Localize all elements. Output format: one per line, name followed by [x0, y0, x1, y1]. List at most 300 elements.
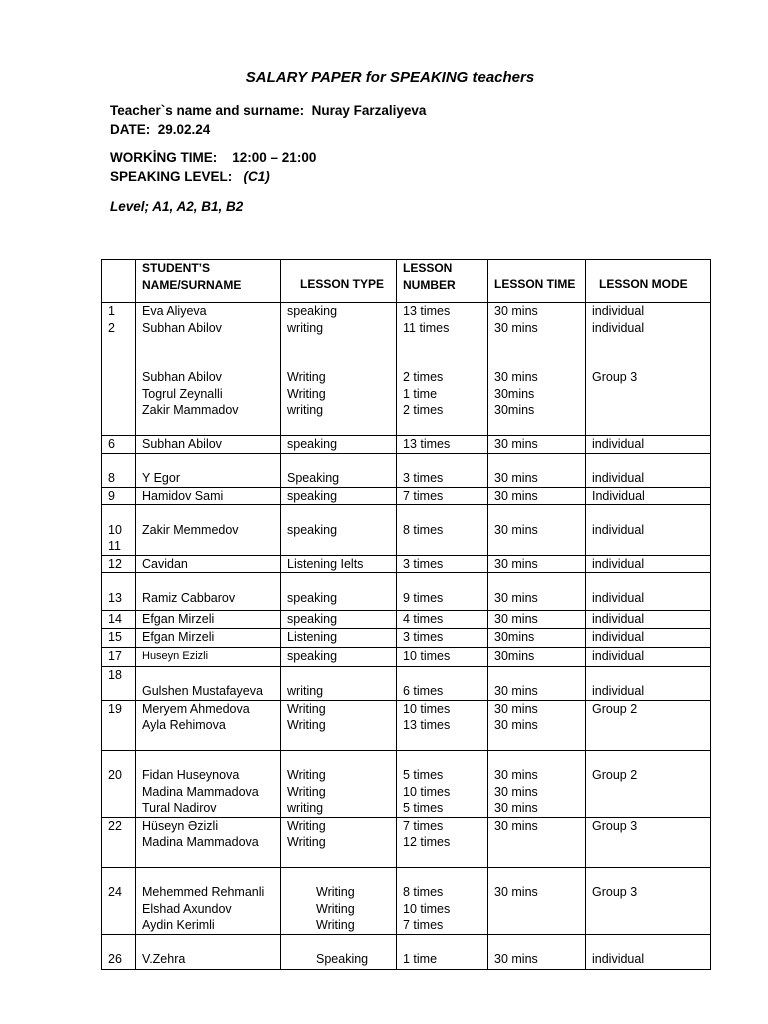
- lesson-number: [403, 667, 487, 684]
- student-name: [142, 454, 280, 471]
- table-row: [102, 453, 711, 487]
- student-name: [142, 505, 280, 522]
- student-name: Cavidan: [142, 556, 188, 571]
- student-name: [142, 667, 280, 684]
- lesson-time-cell: [488, 611, 586, 629]
- lesson-type: Writing: [287, 370, 326, 384]
- lesson-time: [494, 505, 585, 522]
- student-name: Tural Nadirov: [142, 801, 217, 815]
- student-name: Fidan Huseynova: [142, 768, 240, 782]
- lesson-type: [316, 935, 396, 952]
- lesson-time: [494, 454, 585, 471]
- lesson-time-cell: [488, 303, 586, 436]
- student-name: Efgan Mirzeli: [142, 612, 215, 626]
- lesson-number: 8 times: [403, 885, 444, 899]
- row-number: 20: [108, 768, 122, 782]
- lesson-type-cell: [281, 817, 397, 867]
- lesson-time: [494, 573, 585, 590]
- row-number: [108, 868, 135, 885]
- header-lesson-mode: LESSON MODE: [586, 260, 711, 303]
- levels-line: Level; A1, A2, B1, B2: [110, 199, 244, 214]
- row-number-cell: [102, 934, 136, 969]
- student-name: Madina Mammadova: [142, 835, 259, 849]
- lesson-mode-cell: [586, 647, 711, 666]
- row-number: [108, 505, 135, 522]
- date-label: DATE:: [110, 122, 151, 137]
- salary-table: [101, 259, 711, 970]
- lesson-mode-cell: [586, 487, 711, 505]
- lesson-type: Writing: [287, 835, 326, 849]
- lesson-type-cell: [281, 750, 397, 817]
- lesson-number: 13 times: [403, 304, 451, 318]
- header-student: STUDENT’S NAME/SURNAME: [136, 260, 281, 303]
- student-name: Zakir Mammadov: [142, 403, 239, 417]
- lesson-type: writing: [287, 403, 324, 417]
- student-name-cell: [136, 750, 281, 817]
- lesson-time: 30 mins: [494, 471, 538, 485]
- lesson-mode-cell: [586, 700, 711, 750]
- lesson-type: speaking: [287, 522, 338, 537]
- lesson-time: 30 mins: [494, 684, 538, 698]
- lesson-mode: Group 2: [592, 701, 638, 716]
- lesson-mode: individual: [592, 304, 645, 318]
- lesson-time: 30 mins: [494, 556, 538, 571]
- lesson-number: [403, 935, 487, 952]
- lesson-number: 3 times: [403, 629, 444, 644]
- working-time-line: [110, 149, 316, 167]
- row-number: [108, 751, 135, 768]
- lesson-type: [287, 454, 396, 471]
- lesson-type: speaking: [287, 304, 338, 318]
- row-number-cell: [102, 700, 136, 750]
- student-name: [142, 573, 280, 590]
- lesson-number: 1 time: [403, 386, 438, 401]
- lesson-time: 30 mins: [494, 320, 538, 335]
- lesson-type: writing: [287, 801, 324, 815]
- lesson-mode-cell: [586, 867, 711, 934]
- lesson-number: [403, 573, 487, 590]
- lesson-time: 30 mins: [494, 718, 538, 732]
- lesson-time: 30mins: [494, 403, 535, 417]
- row-number: 12: [108, 556, 122, 571]
- table-row: [102, 436, 711, 454]
- lesson-mode-cell: [586, 934, 711, 969]
- table-row: [102, 573, 711, 611]
- student-name: Elshad Axundov: [142, 901, 232, 916]
- student-name: Mehemmed Rehmanli: [142, 885, 265, 899]
- lesson-time: 30 mins: [494, 818, 538, 833]
- lesson-number-cell: [397, 303, 488, 436]
- lesson-number: 10 times: [403, 648, 451, 663]
- lesson-time-cell: [488, 867, 586, 934]
- lesson-mode: individual: [592, 320, 645, 335]
- lesson-number: 2 times: [403, 403, 444, 417]
- lesson-type: writing: [287, 320, 324, 335]
- lesson-type: speaking: [287, 437, 338, 451]
- lesson-mode: individual: [592, 590, 645, 605]
- lesson-type: speaking: [287, 612, 338, 626]
- lesson-type: [287, 573, 396, 590]
- lesson-type: speaking: [287, 590, 338, 605]
- teacher-line: [110, 102, 426, 120]
- lesson-number: 7 times: [403, 488, 444, 503]
- table-row: [102, 666, 711, 700]
- lesson-number-cell: [397, 817, 488, 867]
- lesson-mode-cell: [586, 628, 711, 647]
- table-row: [102, 303, 711, 436]
- student-name: Hamidov Sami: [142, 488, 224, 503]
- lesson-type-cell: [281, 573, 397, 611]
- table-row: [102, 817, 711, 867]
- speaking-level-value: (C1): [243, 169, 270, 184]
- student-name: Madina Mammadova: [142, 784, 259, 799]
- lesson-type: Writing: [287, 386, 326, 401]
- lesson-number-cell: [397, 487, 488, 505]
- student-name: Zakir Memmedov: [142, 522, 239, 537]
- row-number-cell: [102, 303, 136, 436]
- row-number: 8: [108, 471, 115, 485]
- lesson-number: 10 times: [403, 901, 451, 916]
- lesson-time: 30 mins: [494, 952, 538, 966]
- lesson-type: Listening Ielts: [287, 556, 364, 571]
- student-name: Subhan Abilov: [142, 437, 222, 451]
- lesson-number: [403, 505, 487, 522]
- lesson-type: [287, 667, 396, 684]
- lesson-time-cell: [488, 628, 586, 647]
- table-row: [102, 867, 711, 934]
- speaking-level-label: SPEAKING LEVEL:: [110, 169, 233, 184]
- lesson-type: Speaking: [316, 952, 369, 966]
- lesson-number: [403, 454, 487, 471]
- lesson-type: Writing: [316, 918, 355, 932]
- student-name-cell: [136, 867, 281, 934]
- lesson-number: [403, 353, 487, 370]
- lesson-type-cell: [281, 867, 397, 934]
- lesson-mode: [592, 454, 710, 471]
- row-number: [108, 573, 135, 590]
- row-number: 2: [108, 320, 115, 335]
- lesson-type: [287, 336, 396, 353]
- lesson-number: 8 times: [403, 522, 444, 537]
- row-number: 19: [108, 701, 122, 716]
- student-name: [142, 935, 280, 952]
- lesson-number: 13 times: [403, 437, 451, 451]
- student-name-cell: [136, 700, 281, 750]
- lesson-number: 10 times: [403, 701, 451, 716]
- lesson-mode: [592, 935, 710, 952]
- lesson-type: speaking: [287, 648, 338, 663]
- lesson-time: 30 mins: [494, 612, 538, 626]
- lesson-type-cell: [281, 611, 397, 629]
- lesson-type-cell: [281, 453, 397, 487]
- row-number: 6: [108, 437, 115, 451]
- row-number: 13: [108, 590, 122, 605]
- lesson-number-cell: [397, 555, 488, 573]
- lesson-type-cell: [281, 666, 397, 700]
- lesson-number: 9 times: [403, 590, 444, 605]
- lesson-time: [494, 751, 585, 768]
- row-number: 15: [108, 629, 122, 644]
- lesson-time: [494, 667, 585, 684]
- lesson-time: [494, 935, 585, 952]
- lesson-mode: Group 3: [592, 885, 638, 899]
- lesson-mode: Group 3: [592, 370, 638, 384]
- lesson-mode-cell: [586, 436, 711, 454]
- lesson-mode: individual: [592, 556, 645, 571]
- lesson-time: 30 mins: [494, 885, 538, 899]
- lesson-time-cell: [488, 666, 586, 700]
- lesson-mode: [592, 353, 710, 370]
- lesson-number-cell: [397, 666, 488, 700]
- lesson-mode: individual: [592, 612, 645, 626]
- speaking-level-line: [110, 168, 270, 186]
- student-name-cell: [136, 487, 281, 505]
- lesson-mode-cell: [586, 555, 711, 573]
- lesson-time: 30 mins: [494, 768, 538, 782]
- row-number: [108, 454, 135, 471]
- lesson-mode-cell: [586, 303, 711, 436]
- lesson-time: 30 mins: [494, 522, 538, 537]
- table-row: [102, 487, 711, 505]
- lesson-type-cell: [281, 700, 397, 750]
- row-number: 24: [108, 885, 122, 899]
- lesson-time-cell: [488, 700, 586, 750]
- table-row: [102, 700, 711, 750]
- student-name-cell: [136, 817, 281, 867]
- document-title: SALARY PAPER for SPEAKING teachers: [245, 69, 535, 86]
- table-row: [102, 505, 711, 556]
- teacher-name: Nuray Farzaliyeva: [311, 103, 427, 118]
- table-row: [102, 611, 711, 629]
- lesson-mode: [592, 667, 710, 684]
- student-name: Hüseyn Əzizli: [142, 818, 219, 833]
- row-number-cell: [102, 453, 136, 487]
- row-number: 26: [108, 952, 122, 966]
- student-name-cell: [136, 611, 281, 629]
- row-number-cell: [102, 505, 136, 556]
- student-name-cell: [136, 628, 281, 647]
- lesson-time-cell: [488, 505, 586, 556]
- lesson-number: 7 times: [403, 818, 444, 833]
- lesson-number: 11 times: [403, 320, 450, 335]
- row-number-cell: [102, 867, 136, 934]
- student-name: Gulshen Mustafayeva: [142, 684, 263, 698]
- student-name-cell: [136, 666, 281, 700]
- lesson-number-cell: [397, 867, 488, 934]
- student-name-cell: [136, 436, 281, 454]
- lesson-number-cell: [397, 573, 488, 611]
- lesson-mode: individual: [592, 437, 645, 451]
- lesson-number-cell: [397, 700, 488, 750]
- lesson-type: Speaking: [287, 471, 340, 485]
- row-number-cell: [102, 666, 136, 700]
- student-name: Aydin Kerimli: [142, 918, 215, 932]
- lesson-time: [494, 868, 585, 885]
- table-header-row: [102, 260, 711, 303]
- row-number: [108, 935, 135, 952]
- student-name-cell: [136, 934, 281, 969]
- lesson-type: Writing: [287, 818, 326, 833]
- lesson-mode: [592, 868, 710, 885]
- student-name: Subhan Abilov: [142, 370, 222, 384]
- lesson-time-cell: [488, 647, 586, 666]
- lesson-type: [287, 751, 396, 768]
- student-name-cell: [136, 453, 281, 487]
- lesson-time: 30 mins: [494, 590, 538, 605]
- row-number-cell: [102, 628, 136, 647]
- working-time-value: 12:00 – 21:00: [232, 150, 317, 165]
- lesson-time: 30 mins: [494, 437, 538, 451]
- student-name: Y Egor: [142, 471, 180, 485]
- lesson-time-cell: [488, 487, 586, 505]
- lesson-mode: Group 2: [592, 768, 638, 782]
- lesson-number: 10 times: [403, 784, 451, 799]
- lesson-type: [287, 353, 396, 370]
- lesson-number: [403, 336, 487, 353]
- row-number-cell: [102, 817, 136, 867]
- lesson-time: 30mins: [494, 386, 535, 401]
- table-body: [102, 303, 711, 970]
- lesson-number-cell: [397, 505, 488, 556]
- row-number: 14: [108, 612, 122, 626]
- lesson-type: [316, 868, 396, 885]
- lesson-type-cell: [281, 505, 397, 556]
- working-time-label: WORKİNG TIME:: [110, 150, 218, 165]
- lesson-number: 12 times: [403, 835, 451, 849]
- lesson-type: Writing: [316, 885, 355, 899]
- lesson-mode: Individual: [592, 488, 645, 503]
- date-line: [110, 121, 210, 139]
- row-number: 22: [108, 818, 122, 833]
- lesson-number-cell: [397, 628, 488, 647]
- row-number-cell: [102, 611, 136, 629]
- lesson-time-cell: [488, 453, 586, 487]
- date-value: 29.02.24: [157, 122, 211, 137]
- student-name: Efgan Mirzeli: [142, 629, 215, 644]
- student-name-cell: [136, 555, 281, 573]
- lesson-mode: individual: [592, 648, 645, 663]
- row-number: 18: [108, 667, 122, 682]
- lesson-number: 3 times: [403, 471, 444, 485]
- lesson-number-cell: [397, 647, 488, 666]
- lesson-mode: [592, 336, 710, 353]
- row-number-cell: [102, 555, 136, 573]
- student-name-cell: [136, 303, 281, 436]
- lesson-time: [494, 353, 585, 370]
- table-row: [102, 628, 711, 647]
- lesson-type-cell: [281, 934, 397, 969]
- lesson-number-cell: [397, 436, 488, 454]
- lesson-mode: individual: [592, 629, 645, 644]
- lesson-time-cell: [488, 573, 586, 611]
- student-name: Subhan Abilov: [142, 320, 222, 335]
- lesson-type: Writing: [287, 768, 326, 782]
- teacher-label: Teacher`s name and surname:: [110, 103, 305, 118]
- header-number: [102, 260, 136, 303]
- lesson-type: writing: [287, 684, 324, 698]
- lesson-number: 13 times: [403, 718, 451, 732]
- lesson-number: 4 times: [403, 612, 444, 626]
- lesson-mode-cell: [586, 453, 711, 487]
- lesson-type: Writing: [287, 718, 326, 732]
- lesson-mode: individual: [592, 471, 645, 485]
- lesson-type-cell: [281, 487, 397, 505]
- table-row: [102, 647, 711, 666]
- lesson-mode: [592, 505, 710, 522]
- lesson-mode-cell: [586, 666, 711, 700]
- lesson-time: [494, 336, 585, 353]
- lesson-type: Writing: [287, 701, 326, 716]
- header-lesson-time: LESSON TIME: [488, 260, 586, 303]
- table-row: [102, 750, 711, 817]
- row-number-cell: [102, 573, 136, 611]
- lesson-type: speaking: [287, 488, 338, 503]
- lesson-time: 30 mins: [494, 784, 538, 799]
- student-name: Togrul Zeynalli: [142, 386, 223, 401]
- lesson-time: 30mins: [494, 629, 535, 644]
- student-name: Eva Aliyeva: [142, 304, 207, 318]
- student-name: Ramiz Cabbarov: [142, 590, 236, 605]
- row-number: 9: [108, 488, 115, 503]
- row-number-cell: [102, 647, 136, 666]
- lesson-time-cell: [488, 817, 586, 867]
- row-number-cell: [102, 750, 136, 817]
- table-row: [102, 555, 711, 573]
- student-name-cell: [136, 647, 281, 666]
- lesson-time: 30 mins: [494, 488, 538, 503]
- student-name: [142, 336, 280, 353]
- lesson-type: Listening: [287, 629, 338, 644]
- lesson-time: 30 mins: [494, 801, 538, 815]
- lesson-type: [287, 505, 396, 522]
- lesson-number-cell: [397, 611, 488, 629]
- lesson-mode-cell: [586, 817, 711, 867]
- row-number-cell: [102, 436, 136, 454]
- row-number: 17: [108, 648, 122, 663]
- lesson-number-cell: [397, 453, 488, 487]
- lesson-number: 2 times: [403, 370, 444, 384]
- lesson-time-cell: [488, 934, 586, 969]
- lesson-type-cell: [281, 647, 397, 666]
- table-row: [102, 934, 711, 969]
- lesson-type-cell: [281, 628, 397, 647]
- lesson-mode: [592, 751, 710, 768]
- lesson-time-cell: [488, 436, 586, 454]
- lesson-mode-cell: [586, 611, 711, 629]
- student-name: Meryem Ahmedova: [142, 701, 250, 716]
- lesson-mode: individual: [592, 522, 645, 537]
- row-number: 1: [108, 304, 115, 318]
- lesson-mode: individual: [592, 684, 645, 698]
- lesson-mode: Group 3: [592, 818, 638, 833]
- lesson-mode-cell: [586, 505, 711, 556]
- lesson-number: 3 times: [403, 556, 444, 571]
- student-name: Huseyn Ezizli: [142, 649, 209, 662]
- lesson-time: 30 mins: [494, 370, 538, 384]
- student-name-cell: [136, 505, 281, 556]
- student-name: [142, 353, 280, 370]
- lesson-number-cell: [397, 934, 488, 969]
- lesson-number: 7 times: [403, 918, 444, 932]
- lesson-mode-cell: [586, 750, 711, 817]
- lesson-number: 6 times: [403, 684, 444, 698]
- lesson-type-cell: [281, 436, 397, 454]
- lesson-type: Writing: [287, 784, 326, 799]
- row-number: 10: [108, 522, 122, 537]
- lesson-mode-cell: [586, 573, 711, 611]
- row-number-cell: [102, 487, 136, 505]
- lesson-type-cell: [281, 303, 397, 436]
